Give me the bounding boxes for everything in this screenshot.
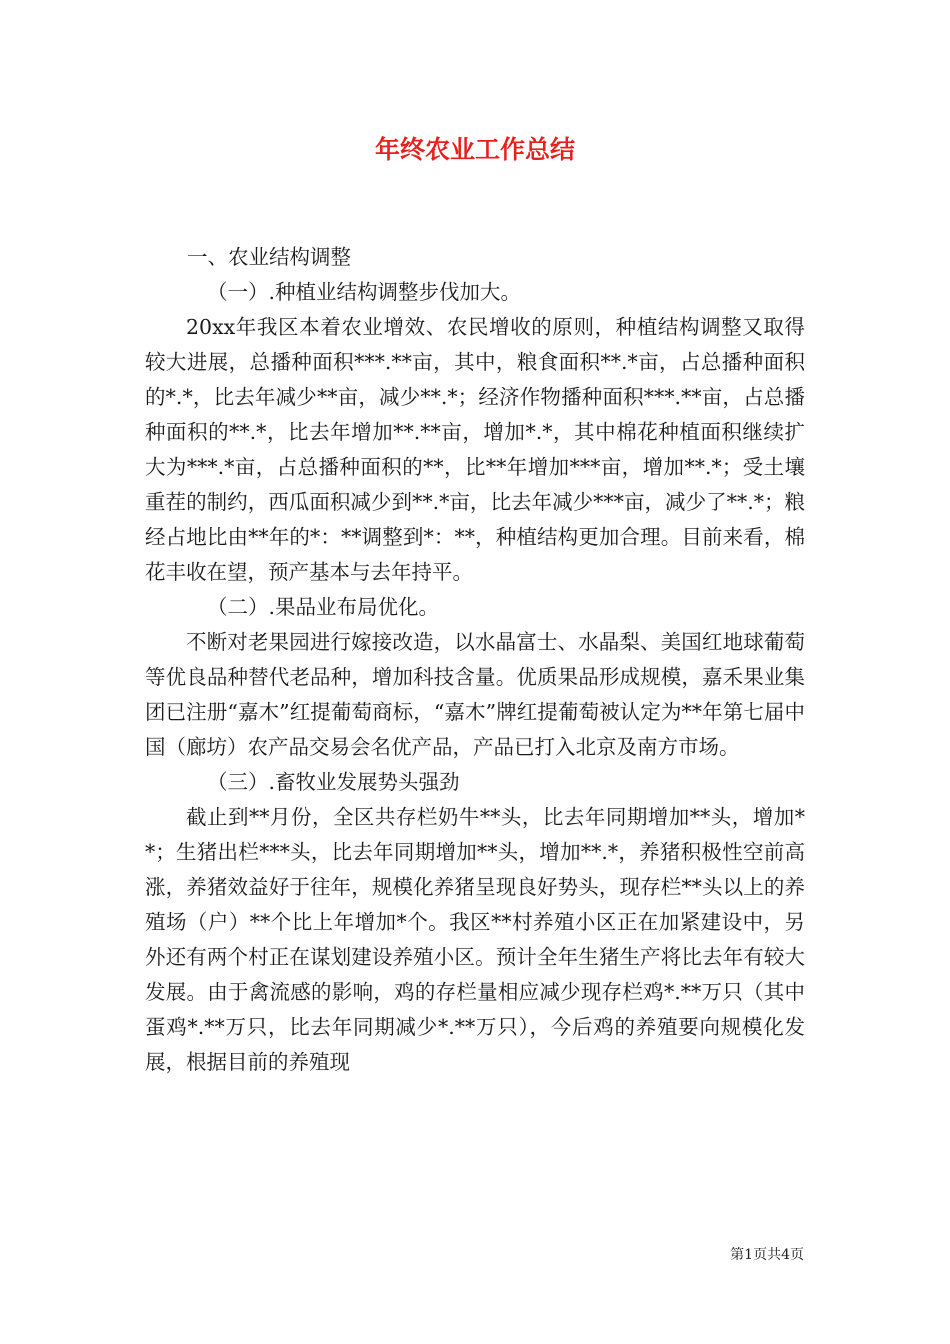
paragraph-planting: 20xx年我区本着农业增效、农民增收的原则，种植结构调整又取得较大进展，总播种面积***.**亩，其中，粮食面积**.*亩，占总播种面积的*.*，比去年减少**亩，减少**.*；经济作物播种面积***.**亩，占总播种面积的**.*，比去年增加**.**亩，增加*.*，其中棉花种植面积继续扩大为***.*亩，占总播种面积的**，比**年增加***亩，增加**.*；受土壤重茬的制约，西瓜面积减少到**.*亩，比去年减少***亩，减少了**.*；粮经占地比由**年的*：**调整到*：**，种植结构更加合理。目前来看，棉花丰收在望，预产基本与去年持平。 bbox=[145, 315, 805, 584]
subsection-heading-2: （二）.果品业布局优化。 bbox=[207, 595, 440, 619]
section-heading-1: 一、农业结构调整 bbox=[187, 245, 351, 269]
paragraph-livestock: 截止到**月份，全区共存栏奶牛**头，比去年同期增加**头，增加**；生猪出栏***头，比去年同期增加**头，增加**.*，养猪积极性空前高涨，养猪效益好于往年，规模化养猪呈现良好势头，现存栏**头以上的养殖场（户）**个比上年增加*个。我区**村养殖小区正在加紧建设中，另外还有两个村正在谋划建设养殖小区。预计全年生猪生产将比去年有较大发展。由于禽流感的影响，鸡的存栏量相应减少现存栏鸡*.**万只（其中蛋鸡*.**万只，比去年同期减少*.**万只），今后鸡的养殖要向规模化发展，根据目前的养殖现 bbox=[145, 805, 805, 1074]
page-number-label: 第1页共4页 bbox=[730, 1247, 804, 1263]
document-body bbox=[145, 240, 805, 1080]
paragraph-fruit: 不断对老果园进行嫁接改造，以水晶富士、水晶梨、美国红地球葡萄等优良品种替代老品种，增加科技含量。优质果品形成规模，嘉禾果业集团已注册“嘉木”红提葡萄商标，“嘉木”牌红提葡萄被认定为**年第七届中国（廊坊）农产品交易会名优产品，产品已打入北京及南方市场。 bbox=[145, 630, 805, 759]
document-title: 年终农业工作总结 bbox=[374, 135, 575, 164]
page-number-footer bbox=[730, 1246, 804, 1264]
subsection-heading-1: （一）.种植业结构调整步伐加大。 bbox=[207, 280, 522, 304]
subsection-heading-3: （三）.畜牧业发展势头强劲 bbox=[207, 770, 460, 794]
